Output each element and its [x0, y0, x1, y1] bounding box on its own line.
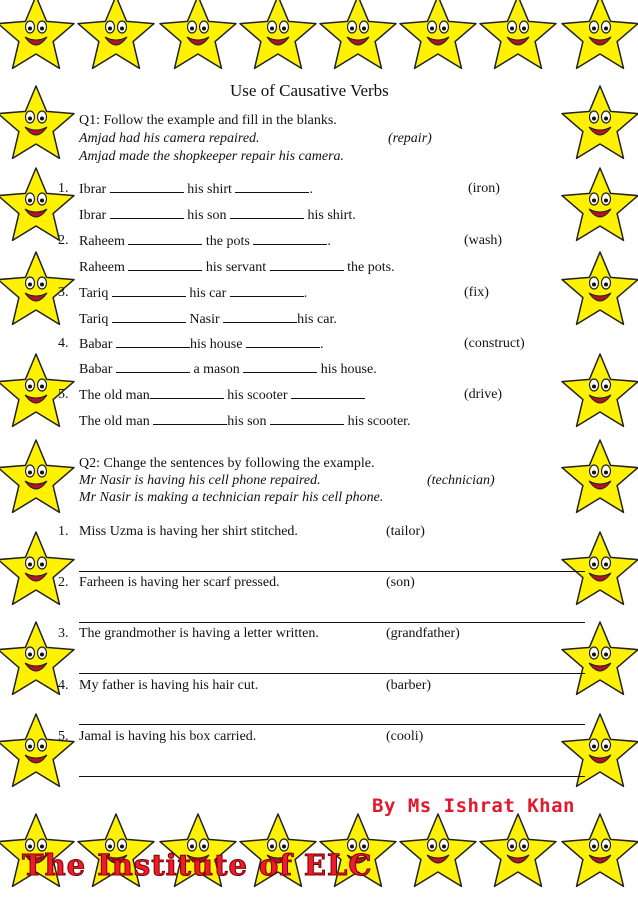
q1-item-line-a — [79, 387, 365, 404]
smiling-star-icon — [240, 0, 316, 68]
q1-hint: (construct) — [464, 336, 525, 351]
smiling-star-icon — [562, 354, 638, 426]
answer-line[interactable] — [79, 776, 585, 777]
blank-input[interactable] — [246, 336, 320, 348]
blank-input[interactable] — [110, 207, 184, 219]
blank-input[interactable] — [116, 361, 190, 373]
blank-input[interactable] — [291, 387, 365, 399]
q2-item-number: 5. — [58, 729, 69, 744]
q1-tail: the pots. — [347, 260, 395, 275]
q1-object: the pots — [205, 234, 250, 249]
q1-hint: (fix) — [464, 285, 489, 300]
smiling-star-icon — [0, 532, 74, 604]
blank-input[interactable] — [150, 387, 224, 399]
smiling-star-icon — [562, 86, 638, 158]
q2-item-number: 1. — [58, 524, 69, 539]
q1-item-line-b — [79, 413, 411, 430]
answer-line[interactable] — [79, 571, 585, 572]
q1-object: his servant — [205, 260, 267, 275]
blank-input[interactable] — [223, 311, 297, 323]
q1-item-line-b — [79, 207, 356, 224]
q1-item-line-a: Tariq his car . — [79, 286, 308, 301]
q2-item-sentence: Jamal is having his box carried. — [79, 729, 257, 744]
q2-item-sentence: Farheen is having her scarf pressed. — [79, 575, 280, 590]
blank-input[interactable] — [230, 207, 304, 219]
q1-item-line-a: Raheem the pots . — [79, 234, 331, 249]
q1-subject: Ibrar — [79, 208, 107, 223]
q2-item-sentence: Miss Uzma is having her shirt stitched. — [79, 524, 298, 539]
q1-example-line2: Amjad made the shopkeeper repair his camera. — [79, 149, 345, 164]
blank-input[interactable] — [230, 285, 304, 297]
q1-subject: Babar — [79, 362, 113, 377]
q1-tail: his car. — [297, 312, 337, 327]
smiling-star-icon — [0, 0, 74, 68]
smiling-star-icon — [400, 814, 476, 886]
q2-example-hint: (technician) — [427, 473, 495, 488]
q1-example-line1: Amjad had his camera repaired. — [79, 131, 260, 146]
q1-tail: his shirt. — [307, 208, 356, 223]
q1-item-line-b — [79, 259, 395, 276]
smiling-star-icon — [562, 0, 638, 68]
blank-input[interactable] — [153, 413, 227, 425]
q1-subject: Ibrar — [79, 182, 107, 197]
blank-input[interactable] — [243, 361, 317, 373]
q2-item-number: 2. — [58, 575, 69, 590]
q1-item-number: 2. — [58, 233, 69, 248]
smiling-star-icon — [562, 814, 638, 886]
q1-instruction: Q1: Follow the example and fill in the blanks. — [79, 113, 337, 128]
smiling-star-icon — [562, 440, 638, 512]
q1-object: his house — [189, 337, 243, 352]
smiling-star-icon — [562, 252, 638, 324]
smiling-star-icon — [160, 0, 236, 68]
q1-subject: Babar — [79, 337, 113, 352]
smiling-star-icon — [0, 714, 74, 786]
smiling-star-icon — [562, 532, 638, 604]
answer-line[interactable] — [79, 622, 585, 623]
blank-input[interactable] — [116, 336, 190, 348]
q2-example-line1: Mr Nasir is having his cell phone repaired. — [79, 473, 321, 488]
q2-hint: (barber) — [386, 678, 432, 693]
blank-input[interactable] — [110, 181, 184, 193]
smiling-star-icon — [562, 168, 638, 240]
q1-item-line-b — [79, 361, 377, 378]
q1-subject: Raheem — [79, 260, 125, 275]
q1-subject: The old man — [79, 388, 150, 403]
smiling-star-icon — [480, 814, 556, 886]
q1-item-line-a: Babar his house . — [79, 337, 324, 352]
q1-object: his scooter — [227, 388, 288, 403]
q1-object: his son — [187, 208, 227, 223]
q2-hint: (cooli) — [386, 729, 424, 744]
blank-input[interactable] — [112, 311, 186, 323]
q2-item-sentence: My father is having his hair cut. — [79, 678, 259, 693]
q1-subject: Raheem — [79, 234, 125, 249]
q1-item-number: 5. — [58, 387, 69, 402]
q2-instruction: Q2: Change the sentences by following the example. — [79, 456, 375, 471]
q1-item-line-a: Ibrar his shirt . — [79, 182, 313, 197]
smiling-star-icon — [320, 0, 396, 68]
smiling-star-icon — [0, 168, 74, 240]
q1-subject: The old man — [79, 414, 150, 429]
q1-subject: Tariq — [79, 286, 109, 301]
q1-object: Nasir — [189, 312, 220, 327]
answer-line[interactable] — [79, 673, 585, 674]
q1-object: a mason — [193, 362, 240, 377]
blank-input[interactable] — [270, 413, 344, 425]
answer-line[interactable] — [79, 724, 585, 725]
q1-subject: Tariq — [79, 312, 109, 327]
q1-item-number: 1. — [58, 181, 69, 196]
q1-example-hint: (repair) — [388, 131, 432, 146]
q2-item-number: 4. — [58, 678, 69, 693]
blank-input[interactable] — [270, 259, 344, 271]
blank-input[interactable] — [112, 285, 186, 297]
q1-object: his shirt — [187, 182, 232, 197]
q1-object: his son — [227, 414, 267, 429]
q1-tail: his scooter. — [347, 414, 411, 429]
institute-name: The Institute of ELC — [22, 848, 373, 882]
smiling-star-icon — [0, 86, 74, 158]
blank-input[interactable] — [128, 233, 202, 245]
page-title: Use of Causative Verbs — [230, 81, 389, 100]
q1-hint: (drive) — [464, 387, 503, 402]
author-credit: By Ms Ishrat Khan — [372, 795, 575, 817]
q1-item-number: 4. — [58, 336, 69, 351]
blank-input[interactable] — [235, 181, 309, 193]
smiling-star-icon — [400, 0, 476, 68]
blank-input[interactable] — [128, 259, 202, 271]
q1-item-number: 3. — [58, 285, 69, 300]
smiling-star-icon — [562, 622, 638, 694]
q2-hint: (tailor) — [386, 524, 425, 539]
smiling-star-icon — [480, 0, 556, 68]
q1-tail: his house. — [320, 362, 377, 377]
q1-object: his car — [189, 286, 227, 301]
q2-item-sentence: The grandmother is having a letter written. — [79, 626, 319, 641]
q2-item-number: 3. — [58, 626, 69, 641]
blank-input[interactable] — [253, 233, 327, 245]
q1-item-line-b — [79, 311, 337, 328]
q2-example-line2: Mr Nasir is making a technician repair his cell phone. — [79, 490, 384, 505]
smiling-star-icon — [0, 440, 74, 512]
q2-hint: (son) — [386, 575, 415, 590]
q1-hint: (iron) — [468, 181, 500, 196]
q1-hint: (wash) — [464, 233, 503, 248]
q2-hint: (grandfather) — [386, 626, 460, 641]
smiling-star-icon — [78, 0, 154, 68]
